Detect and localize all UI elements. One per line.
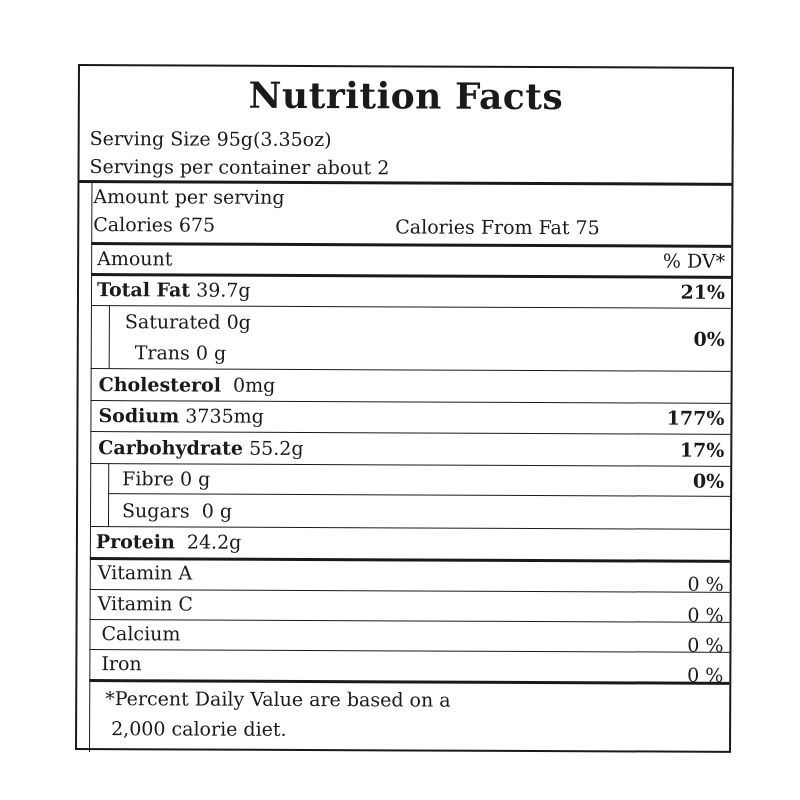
divider [91,305,731,309]
calories: Calories 675 [93,214,216,237]
saturated-amount: 0g [226,311,251,334]
divider [90,619,730,623]
sodium-row [98,403,264,430]
saturated-row [125,309,251,336]
iron-label: Iron [101,653,142,676]
fibre-amount: 0 g [179,468,211,491]
saturated-trans-dv: 0% [693,328,725,351]
footnote-line-2: 2,000 calorie diet. [111,718,287,741]
label-title: Nutrition Facts [248,74,564,119]
sodium-dv: 177% [666,407,725,430]
trans-row [135,340,227,366]
servings-per-container: Servings per container about 2 [89,156,390,180]
divider-thick [89,679,729,685]
total-fat-row [97,277,251,304]
trans-amount: 0 g [195,342,227,365]
calcium-label: Calcium [101,623,181,646]
indent-border [109,305,110,368]
trans-label: Trans [134,342,190,365]
nutrition-facts-label [75,64,734,753]
total-fat-dv: 21% [680,281,726,304]
calcium-dv: 0 % [687,634,724,657]
saturated-label: Saturated [124,311,221,334]
sugars-row [122,498,232,524]
divider [89,649,729,653]
fibre-label: Fibre [122,468,174,491]
inner-left-border [89,180,92,752]
carbohydrate-row [98,435,303,462]
carbohydrate-label: Carbohydrate [98,437,244,460]
protein-amount: 24.2g [186,531,242,554]
sugars-amount: 0 g [201,500,233,523]
divider [90,431,730,435]
protein-row [96,529,242,556]
fibre-row [122,466,210,492]
serving-size: Serving Size 95g(3.35oz) [89,128,332,152]
carbohydrate-dv: 17% [679,439,725,462]
cholesterol-row [99,372,276,399]
total-fat-amount: 39.7g [196,279,251,302]
divider-thick [91,242,731,248]
divider [108,493,730,497]
fibre-dv: 0% [692,470,725,493]
vitamin-a-dv: 0 % [687,573,724,596]
calories-from-fat: Calories From Fat 75 [395,216,600,240]
vitamin-c-label: Vitamin C [97,593,194,616]
amount-header: Amount [97,248,173,271]
total-fat-label: Total Fat [96,279,191,302]
sodium-amount: 3735mg [185,405,264,428]
amount-per-serving: Amount per serving [93,186,285,209]
carbohydrate-amount: 55.2g [249,437,304,460]
iron-dv: 0 % [687,664,724,687]
divider [91,368,731,372]
cholesterol-amount: 0mg [233,374,276,397]
vitamin-c-dv: 0 % [687,604,724,627]
sugars-label: Sugars [122,500,190,523]
footnote-line-1: *Percent Daily Value are based on a [105,688,451,712]
indent-border [108,463,109,526]
dv-header: % DV* [662,250,726,273]
sodium-label: Sodium [98,405,180,428]
cholesterol-label: Cholesterol [98,374,222,397]
vitamin-a-label: Vitamin A [97,562,193,585]
protein-label: Protein [95,531,175,554]
